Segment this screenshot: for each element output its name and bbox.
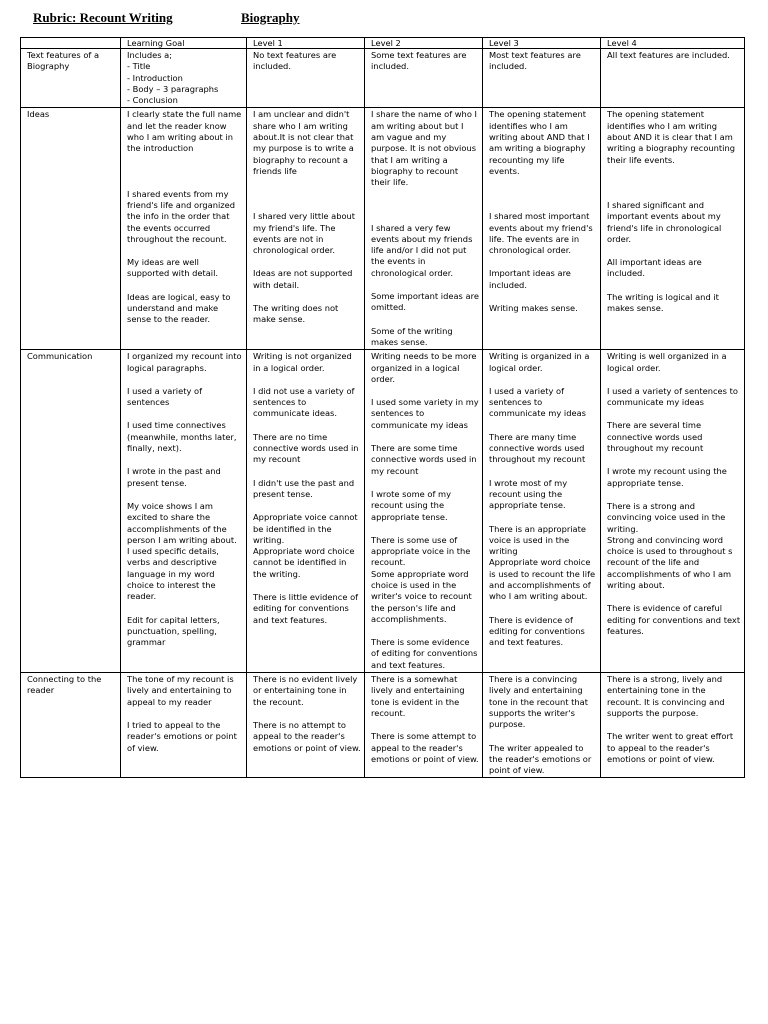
criterion-text: I used a variety of sentences to communicate my ideas: [489, 385, 586, 419]
criterion-text: I used specific details, verbs and descriptive language in my word choice to interest the reader.: [127, 546, 219, 602]
column-header-blank: [21, 38, 121, 49]
criterion-text: I am unclear and didn't share who I am writing about.It is not clear that my purpose is to write a biography to recount a friends life: [253, 109, 354, 176]
criterion-text: I wrote in the past and present tense.: [127, 466, 221, 488]
criterion-text: Edit for capital letters, punctuation, spelling, grammar: [127, 614, 220, 648]
criterion-text: Writing is well organized in a logical order.: [607, 351, 727, 373]
criterion-text: All important ideas are included.: [607, 257, 702, 279]
criterion-text: The writing is logical and it makes sense.: [607, 291, 719, 314]
criterion-text: My ideas are well supported with detail.: [127, 257, 219, 279]
row-category: Connecting to the reader: [21, 673, 121, 778]
text-feature-item: - Conclusion: [127, 95, 178, 106]
cell-level-1: [247, 108, 365, 350]
cell-level-2: [365, 350, 483, 673]
criterion-text: My voice shows I am excited to share the accomplishments of the person I am writing about.: [127, 500, 237, 545]
cell-level-1: [247, 673, 365, 778]
row-category: Communication: [21, 350, 121, 673]
cell-level-2: [365, 108, 483, 350]
text-feature-item: - Title: [127, 61, 151, 72]
criterion-text: There is little evidence of editing for conventions and text features.: [253, 591, 359, 625]
criterion-text: I did not use a variety of sentences to communicate ideas.: [253, 385, 355, 419]
cell-level-3: [483, 350, 601, 673]
cell-level-2: [365, 673, 483, 778]
cell-level-2: [365, 49, 483, 108]
cell-learning-goal: [121, 108, 247, 350]
rubric-subject: Biography: [241, 10, 300, 25]
criterion-text: The opening statement identifies who I am writing about AND it is clear that I am writing a biography recounting their life events.: [607, 109, 735, 165]
criterion-text: There is some use of appropriate voice in the recount.: [371, 534, 471, 568]
criterion-text: No text features are included.: [253, 50, 337, 72]
rubric-row-ideas: [21, 108, 745, 350]
column-header-level-2: Level 2: [365, 38, 483, 49]
criterion-text: There are several time connective words used throughout my recount: [607, 420, 704, 454]
column-header-learning-goal: Learning Goal: [121, 38, 247, 49]
criterion-text: Appropriate word choice cannot be identified in the writing.: [253, 546, 355, 579]
criterion-text: The writer appealed to the reader's emotions or point of view.: [489, 742, 592, 776]
criterion-text: Writing is organized in a logical order.: [489, 351, 590, 373]
rubric-row-connecting-to-reader: [21, 673, 745, 778]
column-header-level-3: Level 3: [483, 38, 601, 49]
cell-level-4: [601, 673, 745, 778]
cell-level-1: [247, 350, 365, 673]
text-feature-item: - Introduction: [127, 72, 183, 83]
criterion-text: I shared significant and important events about my friend's life in chronological order.: [607, 199, 722, 244]
criterion-text: Some important ideas are omitted.: [371, 291, 479, 313]
criterion-text: I wrote some of my recount using the appropriate tense.: [371, 488, 452, 522]
text-feature-item: - Body – 3 paragraphs: [127, 83, 219, 94]
criterion-text: There is some attempt to appeal to the reader's emotions or point of view.: [371, 731, 479, 764]
criterion-text: Ideas are logical, easy to understand and make sense to the reader.: [127, 291, 231, 325]
criterion-text: There is an appropriate voice is used in the writing: [489, 523, 586, 557]
cell-level-4: [601, 350, 745, 673]
row-category: Ideas: [21, 108, 121, 350]
rubric-row-text-features: [21, 49, 745, 108]
cell-level-1: [247, 49, 365, 108]
criterion-text: I shared events from my friend's life and organized the info in the order that the events occurred throughout the recount.: [127, 188, 236, 244]
criterion-text: All text features are included.: [607, 50, 730, 60]
rubric-body: [21, 49, 745, 778]
criterion-text: Appropriate voice cannot be identified in the writing.: [253, 512, 358, 545]
criterion-text: I used a variety of sentences to communicate my ideas: [607, 385, 738, 408]
cell-level-3: [483, 108, 601, 350]
criterion-text: There is evidence of careful editing for conventions and text features.: [607, 603, 741, 636]
criterion-text: I shared a very few events about my friends life and/or I did not put the events in chronological order.: [371, 222, 473, 278]
criterion-text: I used a variety of sentences: [127, 385, 203, 408]
criterion-text: The writing does not make sense.: [253, 303, 339, 325]
rubric-table: [20, 37, 745, 778]
cell-level-3: [483, 673, 601, 778]
criterion-text: Some of the writing makes sense.: [371, 325, 453, 347]
criterion-text: Some text features are included.: [371, 50, 467, 72]
criterion-text: Writing is not organized in a logical order.: [253, 351, 352, 373]
criterion-text: There is a convincing lively and entertaining tone in the recount that supports the writer's purpose.: [489, 674, 589, 730]
criterion-text: There is some evidence of editing for conventions and text features.: [371, 637, 478, 670]
column-header-level-1: Level 1: [247, 38, 365, 49]
criterion-text: Some appropriate word choice is used in the writer's voice to recount the person's life and accomplishments.: [371, 568, 472, 624]
criterion-text: I organized my recount into logical paragraphs.: [127, 351, 242, 373]
criterion-text: I didn't use the past and present tense.: [253, 477, 355, 499]
cell-learning-goal: [121, 350, 247, 673]
rubric-title: Rubric: Recount Writing: [33, 10, 173, 25]
criterion-text: The writer went to great effort to appeal to the reader's emotions or point of view.: [607, 731, 734, 764]
criterion-text: There is no evident lively or entertaining tone in the recount.: [253, 674, 358, 707]
cell-level-4: [601, 108, 745, 350]
criterion-text: I wrote most of my recount using the appropriate tense.: [489, 477, 568, 511]
criterion-text: Important ideas are included.: [489, 268, 571, 290]
criterion-text: There is no attempt to appeal to the reader's emotions or point of view.: [253, 719, 361, 753]
criterion-text: There is evidence of editing for conventions and text features.: [489, 614, 585, 648]
cell-level-4: [601, 49, 745, 108]
cell-learning-goal: [121, 49, 247, 108]
criterion-text: I tried to appeal to the reader's emotions or point of view.: [127, 719, 237, 753]
criterion-text: There are no time connective words used in my recount: [253, 431, 359, 465]
criterion-text: Appropriate word choice is used to recount the life and accomplishments of who I am writing about.: [489, 557, 596, 602]
criterion-text: I clearly state the full name and let the reader know who I am writing about in the introduction: [127, 109, 242, 154]
criterion-text: The tone of my recount is lively and entertaining to appeal to my reader: [127, 674, 234, 707]
cell-learning-goal: [121, 673, 247, 778]
cell-level-3: [483, 49, 601, 108]
column-header-level-4: Level 4: [601, 38, 745, 49]
criterion-text: Writing makes sense.: [489, 303, 578, 314]
criterion-text: Ideas are not supported with detail.: [253, 268, 353, 290]
criterion-text: There are many time connective words used throughout my recount: [489, 431, 586, 465]
criterion-text: I used some variety in my sentences to communicate my ideas: [371, 397, 479, 430]
criterion-text: I share the name of who I am writing about but I am vague and my purpose. It is not obvious that I am writing a biography to recount their life.: [371, 109, 477, 188]
criterion-text: Strong and convincing word choice is used to throughout s recount of the life and accomplishments of who I am writing about.: [607, 534, 733, 590]
criterion-text: There is a strong and convincing voice used in the writing.: [607, 500, 726, 534]
criterion-text: Most text features are included.: [489, 50, 581, 72]
criterion-text: I wrote my recount using the appropriate tense.: [607, 466, 727, 488]
criterion-text: The opening statement identifies who I am writing about AND that I am writing a biography recounting my life events.: [489, 109, 590, 176]
criterion-text: Writing needs to be more organized in a logical order.: [371, 351, 477, 384]
criterion-text: There is a somewhat lively and entertaining tone is evident in the recount.: [371, 674, 465, 718]
criterion-text: There are some time connective words used in my recount: [371, 443, 477, 476]
criterion-text: There is a strong, lively and entertaining tone in the recount. It is convincing and supports the purpose.: [607, 674, 725, 718]
row-category: Text features of a Biography: [21, 49, 121, 108]
criterion-text: I shared most important events about my friend's life. The events are in chronological order.: [489, 211, 593, 256]
rubric-row-communication: [21, 350, 745, 673]
header-row: [21, 38, 745, 49]
criterion-text: I used time connectives (meanwhile, months later, finally, next).: [127, 420, 237, 454]
text-feature-item: Includes a;: [127, 50, 173, 60]
criterion-text: I shared very little about my friend's life. The events are not in chronological order.: [253, 211, 356, 256]
